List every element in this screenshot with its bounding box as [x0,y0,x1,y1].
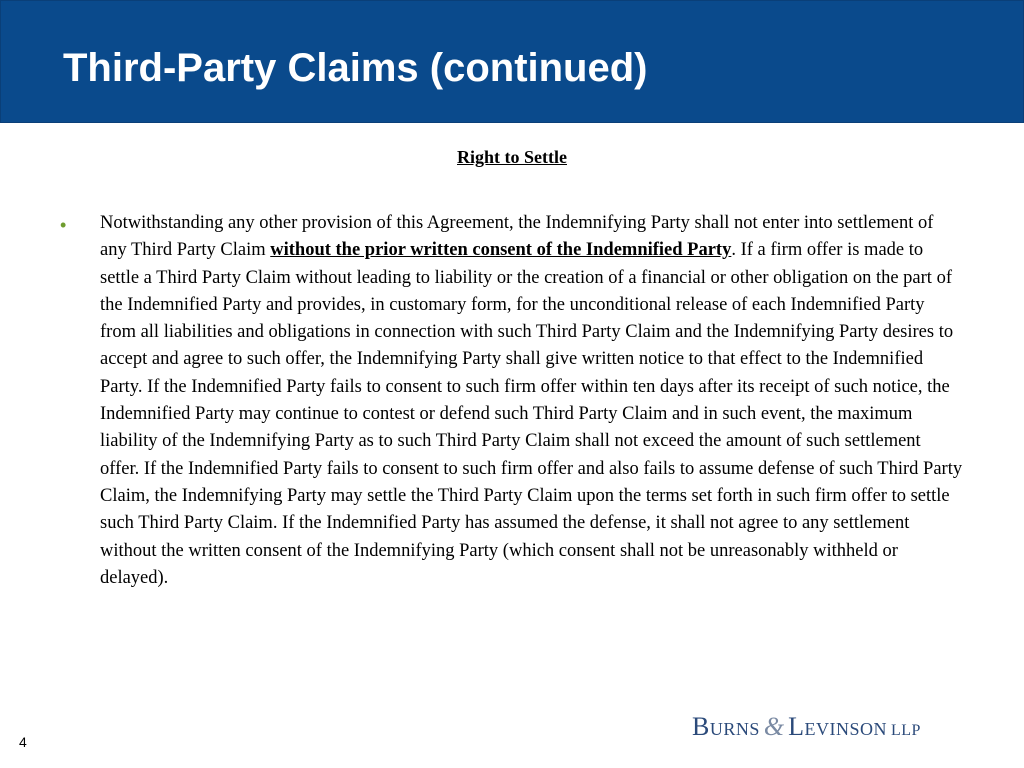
bullet-text-emphasis: without the prior written consent of the Indemnified Party [270,240,732,261]
logo-word-levinson: Levinson [788,712,887,741]
logo-ampersand: & [763,712,785,741]
title-bar [0,0,1024,123]
page-number: 4 [19,734,27,750]
section-heading: Right to Settle [457,147,567,167]
bullet-text-intro: Notwithstanding any other provision of this Agreement, the Indemnifying Party shall not enter into settlement of any Third Party Claim [100,213,934,261]
firm-logo [692,712,921,752]
logo-word-burns: Burns [692,712,760,741]
bullet-text [100,210,964,592]
logo-llp: LLP [890,722,921,739]
bullet-marker: • [60,215,67,235]
bullet-text-body: . If a firm offer is made to settle a Third Party Claim without leading to liability or the creation of a financial or other obligation on the part of the Indemnified Party and provides, in customary form, for the unconditional release of each Indemnified Party from all liabilities and obligations in connection with such Third Party Claim and the Indemnifying Party desires to accept and agree to such offer, the Indemnifying Party shall give written notice to that effect to the Indemnified Party. If the Indemnified Party fails to consent to such firm offer within ten days after its receipt of such notice, the Indemnified Party may continue to contest or defend such Third Party Claim and in such event, the maximum liability of the Indemnifying Party as to such Third Party Claim shall not exceed the amount of such settlement offer. If the Indemnified Party fails to consent to such firm offer and also fails to assume defense of such Third Party Claim, the Indemnifying Party may settle the Third Party Claim upon the terms set forth in such firm offer to settle such Third Party Claim. If the Indemnified Party has assumed the defense, it shall not agree to any settlement without the written consent of the Indemnifying Party (which consent shall not be unreasonably withheld or delayed). [100,240,963,588]
slide-title: Third-Party Claims (continued) [63,46,648,90]
